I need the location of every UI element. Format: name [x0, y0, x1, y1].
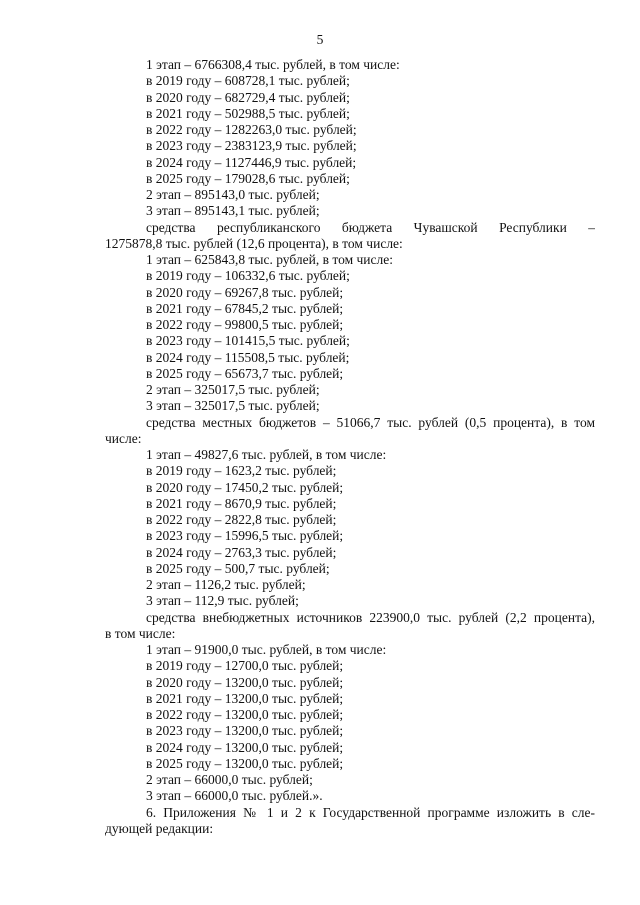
text-line: в 2024 году – 1127446,9 тыс. рублей;	[146, 154, 357, 170]
text-line: 2 этап – 66000,0 тыс. рублей;	[146, 772, 313, 787]
text-line: 2 этап – 325017,5 тыс. рублей;	[146, 382, 320, 397]
document-body	[105, 57, 595, 837]
text-line: в 2025 году – 13200,0 тыс. рублей;	[146, 755, 344, 771]
text-line: в 2019 году – 608728,1 тыс. рублей;	[146, 73, 350, 89]
text-line: в 2019 году – 106332,6 тыс. рублей;	[146, 268, 350, 284]
text-line: 2 этап – 1126,2 тыс. рублей;	[146, 577, 306, 592]
text-line: дующей редакции:	[105, 820, 214, 836]
text-line: 3 этап – 325017,5 тыс. рублей;	[146, 398, 320, 414]
text-line: в 2022 году – 99800,5 тыс. рублей;	[146, 317, 344, 332]
text-line: в том числе:	[105, 625, 176, 641]
text-line: в 2023 году – 15996,5 тыс. рублей;	[146, 528, 344, 544]
text-line: средства местных бюджетов – 51066,7 тыс. рублей (0,5 процента), в том	[146, 414, 595, 430]
text-line: в 2020 году – 682729,4 тыс. рублей;	[146, 89, 350, 105]
text-line: в 2020 году – 13200,0 тыс. рублей;	[146, 674, 344, 690]
text-line: в 2024 году – 13200,0 тыс. рублей;	[146, 739, 344, 755]
text-line: средства внебюджетных источников 223900,0 тыс. рублей (2,2 процента),	[146, 609, 595, 625]
text-line: в 2023 году – 13200,0 тыс. рублей;	[146, 723, 344, 739]
text-line: 1 этап – 6766308,4 тыс. рублей, в том числе:	[146, 57, 400, 72]
text-line: в 2021 году – 502988,5 тыс. рублей;	[146, 105, 350, 121]
text-line: числе:	[105, 430, 142, 446]
text-line: средства республиканского бюджета Чувашской Республики –	[146, 219, 595, 235]
text-line: в 2024 году – 2763,3 тыс. рублей;	[146, 544, 337, 560]
text-line: 1 этап – 91900,0 тыс. рублей, в том числе:	[146, 642, 387, 657]
text-line: 3 этап – 895143,1 тыс. рублей;	[146, 203, 320, 219]
text-line: в 2021 году – 13200,0 тыс. рублей;	[146, 690, 344, 706]
text-line: в 2020 году – 69267,8 тыс. рублей;	[146, 284, 344, 300]
page-number: 5	[316, 32, 324, 47]
text-line: 2 этап – 895143,0 тыс. рублей;	[146, 187, 320, 202]
text-line: 6. Приложения № 1 и 2 к Государственной программе изложить в сле-	[146, 804, 595, 820]
text-line: в 2021 году – 67845,2 тыс. рублей;	[146, 300, 344, 316]
text-line: в 2024 году – 115508,5 тыс. рублей;	[146, 349, 350, 365]
text-line: 1 этап – 49827,6 тыс. рублей, в том числе:	[146, 447, 387, 462]
text-line: в 2022 году – 13200,0 тыс. рублей;	[146, 707, 344, 722]
text-line: в 2025 году – 65673,7 тыс. рублей;	[146, 365, 344, 381]
text-line: 3 этап – 66000,0 тыс. рублей.».	[146, 788, 323, 804]
text-line: в 2020 году – 17450,2 тыс. рублей;	[146, 479, 344, 495]
text-line: в 2022 году – 2822,8 тыс. рублей;	[146, 512, 337, 527]
text-line: в 2023 году – 101415,5 тыс. рублей;	[146, 333, 350, 349]
text-line: 1 этап – 625843,8 тыс. рублей, в том числе:	[146, 252, 393, 267]
text-line: в 2022 году – 1282263,0 тыс. рублей;	[146, 122, 357, 137]
text-line: в 2019 году – 1623,2 тыс. рублей;	[146, 463, 337, 479]
text-line: в 2023 году – 2383123,9 тыс. рублей;	[146, 138, 357, 154]
text-line: в 2019 году – 12700,0 тыс. рублей;	[146, 658, 344, 674]
text-line: в 2021 году – 8670,9 тыс. рублей;	[146, 495, 337, 511]
text-line: 1275878,8 тыс. рублей (12,6 процента), в том числе:	[105, 235, 403, 251]
text-line: 3 этап – 112,9 тыс. рублей;	[146, 593, 299, 609]
text-line: в 2025 году – 179028,6 тыс. рублей;	[146, 170, 350, 186]
text-line: в 2025 году – 500,7 тыс. рублей;	[146, 560, 330, 576]
